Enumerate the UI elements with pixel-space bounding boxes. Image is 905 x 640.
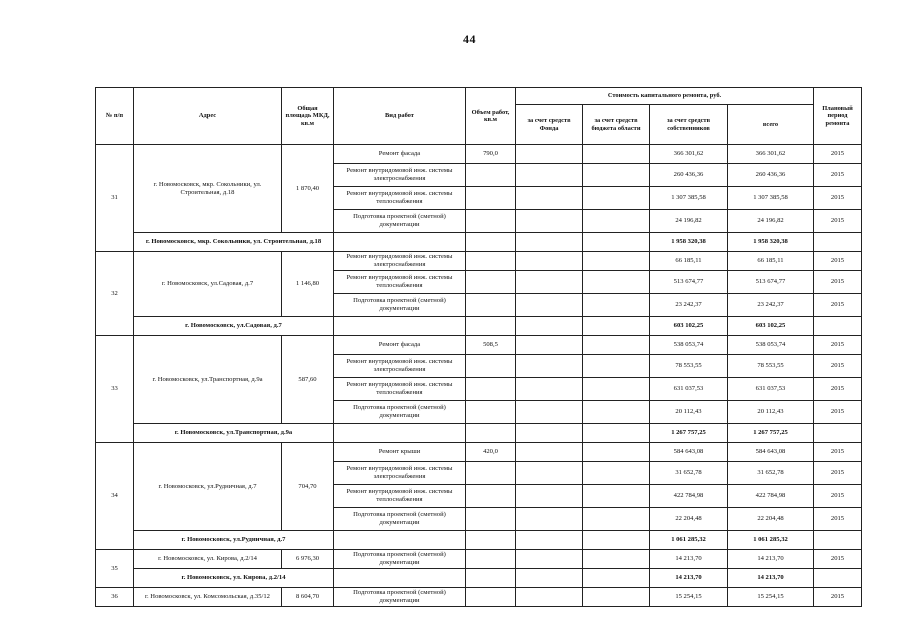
row-region-budget xyxy=(583,508,650,531)
row-period: 2015 xyxy=(814,271,862,294)
subtotal-work-type xyxy=(334,317,466,336)
row-fund xyxy=(516,187,583,210)
header-area: Общая площадь МКД, кв.м xyxy=(282,88,334,145)
row-period: 2015 xyxy=(814,378,862,401)
subtotal-region-budget xyxy=(583,233,650,252)
row-number: 35 xyxy=(96,550,134,588)
row-region-budget xyxy=(583,164,650,187)
subtotal-address: г. Новомосковск, ул.Рудничная, д.7 xyxy=(134,531,334,550)
subtotal-period xyxy=(814,531,862,550)
row-fund xyxy=(516,401,583,424)
row-address: г. Новомосковск, ул.Транспортная, д.9а xyxy=(134,336,282,424)
row-period: 2015 xyxy=(814,187,862,210)
row-area: 1 146,80 xyxy=(282,252,334,317)
subtotal-total: 1 267 757,25 xyxy=(728,424,814,443)
row-owners: 22 204,48 xyxy=(650,508,728,531)
row-volume: 420,0 xyxy=(466,443,516,462)
row-number: 34 xyxy=(96,443,134,550)
row-area: 6 976,30 xyxy=(282,550,334,569)
row-period: 2015 xyxy=(814,401,862,424)
subtotal-owners: 14 213,70 xyxy=(650,569,728,588)
row-region-budget xyxy=(583,485,650,508)
row-total: 422 784,98 xyxy=(728,485,814,508)
row-volume xyxy=(466,355,516,378)
row-total: 513 674,77 xyxy=(728,271,814,294)
subtotal-owners: 603 102,25 xyxy=(650,317,728,336)
row-work-type: Ремонт внутридомовой инж. системы электроснабжения xyxy=(334,164,466,187)
row-number: 31 xyxy=(96,145,134,252)
row-address: г. Новомосковск, ул.Садовая, д.7 xyxy=(134,252,282,317)
row-work-type: Ремонт внутридомовой инж. системы теплоснабжения xyxy=(334,485,466,508)
header-address: Адрес xyxy=(134,88,282,145)
row-work-type: Подготовка проектной (сметной) документации xyxy=(334,588,466,607)
row-owners: 24 196,82 xyxy=(650,210,728,233)
row-owners: 422 784,98 xyxy=(650,485,728,508)
subtotal-address: г. Новомосковск, ул. Кирова, д.2/14 xyxy=(134,569,334,588)
row-address: г. Новомосковск, ул. Кирова, д.2/14 xyxy=(134,550,282,569)
subtotal-work-type xyxy=(334,233,466,252)
row-fund xyxy=(516,210,583,233)
subtotal-row xyxy=(96,424,862,443)
row-area: 8 604,70 xyxy=(282,588,334,607)
row-volume xyxy=(466,378,516,401)
row-volume xyxy=(466,588,516,607)
capital-repair-table xyxy=(95,87,862,607)
row-work-type: Ремонт внутридомовой инж. системы электроснабжения xyxy=(334,252,466,271)
row-work-type: Подготовка проектной (сметной) документации xyxy=(334,508,466,531)
row-region-budget xyxy=(583,336,650,355)
row-region-budget xyxy=(583,210,650,233)
row-total: 14 213,70 xyxy=(728,550,814,569)
row-number: 33 xyxy=(96,336,134,443)
row-address: г. Новомосковск, ул. Комсомольская, д.35/12 xyxy=(134,588,282,607)
subtotal-volume xyxy=(466,233,516,252)
subtotal-owners: 1 061 285,32 xyxy=(650,531,728,550)
subtotal-owners: 1 958 320,38 xyxy=(650,233,728,252)
row-volume xyxy=(466,485,516,508)
row-fund xyxy=(516,252,583,271)
row-period: 2015 xyxy=(814,164,862,187)
subtotal-region-budget xyxy=(583,569,650,588)
row-work-type: Подготовка проектной (сметной) документации xyxy=(334,210,466,233)
row-volume xyxy=(466,550,516,569)
row-work-type: Ремонт внутридомовой инж. системы электроснабжения xyxy=(334,355,466,378)
row-fund xyxy=(516,336,583,355)
header-total: всего xyxy=(728,105,814,145)
row-period: 2015 xyxy=(814,485,862,508)
row-owners: 20 112,43 xyxy=(650,401,728,424)
subtotal-period xyxy=(814,424,862,443)
header-owners: за счет средств собственников xyxy=(650,105,728,145)
subtotal-fund xyxy=(516,317,583,336)
row-period: 2015 xyxy=(814,550,862,569)
header-region-budget: за счет средств бюджета области xyxy=(583,105,650,145)
subtotal-fund xyxy=(516,531,583,550)
table-row xyxy=(96,550,862,569)
row-region-budget xyxy=(583,271,650,294)
table-row xyxy=(96,443,862,462)
row-owners: 1 307 385,58 xyxy=(650,187,728,210)
row-work-type: Ремонт фасада xyxy=(334,145,466,164)
row-owners: 31 652,78 xyxy=(650,462,728,485)
row-owners: 260 436,36 xyxy=(650,164,728,187)
row-address: г. Новомосковск, ул.Рудничная, д.7 xyxy=(134,443,282,531)
page-number: 44 xyxy=(463,32,476,46)
row-area: 704,70 xyxy=(282,443,334,531)
header-row-top xyxy=(96,88,862,105)
subtotal-address: г. Новомосковск, ул.Садовая, д.7 xyxy=(134,317,334,336)
row-fund xyxy=(516,378,583,401)
row-work-type: Ремонт крыши xyxy=(334,443,466,462)
subtotal-period xyxy=(814,233,862,252)
row-work-type: Ремонт фасада xyxy=(334,336,466,355)
row-region-budget xyxy=(583,187,650,210)
row-period: 2015 xyxy=(814,145,862,164)
row-volume: 508,5 xyxy=(466,336,516,355)
subtotal-row xyxy=(96,531,862,550)
row-region-budget xyxy=(583,294,650,317)
subtotal-total: 1 958 320,38 xyxy=(728,233,814,252)
subtotal-region-budget xyxy=(583,531,650,550)
header-work-type: Вид работ xyxy=(334,88,466,145)
row-volume xyxy=(466,210,516,233)
row-owners: 15 254,15 xyxy=(650,588,728,607)
row-total: 260 436,36 xyxy=(728,164,814,187)
subtotal-fund xyxy=(516,569,583,588)
row-region-budget xyxy=(583,355,650,378)
subtotal-total: 14 213,70 xyxy=(728,569,814,588)
row-fund xyxy=(516,588,583,607)
row-total: 1 307 385,58 xyxy=(728,187,814,210)
row-owners: 66 185,11 xyxy=(650,252,728,271)
row-fund xyxy=(516,145,583,164)
header-period: Плановый период ремонта xyxy=(814,88,862,145)
subtotal-row xyxy=(96,233,862,252)
row-fund xyxy=(516,485,583,508)
subtotal-fund xyxy=(516,233,583,252)
row-work-type: Ремонт внутридомовой инж. системы теплоснабжения xyxy=(334,187,466,210)
row-owners: 366 301,62 xyxy=(650,145,728,164)
row-volume xyxy=(466,462,516,485)
row-owners: 78 553,55 xyxy=(650,355,728,378)
row-region-budget xyxy=(583,588,650,607)
row-total: 31 652,78 xyxy=(728,462,814,485)
row-period: 2015 xyxy=(814,462,862,485)
row-volume: 790,0 xyxy=(466,145,516,164)
row-work-type: Ремонт внутридомовой инж. системы теплоснабжения xyxy=(334,378,466,401)
subtotal-owners: 1 267 757,25 xyxy=(650,424,728,443)
header-num: № п/п xyxy=(96,88,134,145)
header-volume: Объем работ, кв.м xyxy=(466,88,516,145)
row-work-type: Подготовка проектной (сметной) документации xyxy=(334,550,466,569)
header-fund: за счет средств Фонда xyxy=(516,105,583,145)
row-fund xyxy=(516,164,583,187)
subtotal-volume xyxy=(466,569,516,588)
row-total: 584 643,08 xyxy=(728,443,814,462)
row-fund xyxy=(516,550,583,569)
subtotal-row xyxy=(96,317,862,336)
subtotal-region-budget xyxy=(583,317,650,336)
row-volume xyxy=(466,271,516,294)
row-area: 1 870,40 xyxy=(282,145,334,233)
row-region-budget xyxy=(583,145,650,164)
subtotal-address: г. Новомосковск, ул.Транспортная, д.9а xyxy=(134,424,334,443)
row-owners: 14 213,70 xyxy=(650,550,728,569)
row-owners: 513 674,77 xyxy=(650,271,728,294)
row-total: 20 112,43 xyxy=(728,401,814,424)
row-total: 24 196,82 xyxy=(728,210,814,233)
row-owners: 23 242,37 xyxy=(650,294,728,317)
subtotal-row xyxy=(96,569,862,588)
row-volume xyxy=(466,252,516,271)
subtotal-volume xyxy=(466,317,516,336)
row-period: 2015 xyxy=(814,336,862,355)
row-period: 2015 xyxy=(814,443,862,462)
row-owners: 584 643,08 xyxy=(650,443,728,462)
header-cost-group: Стоимость капитального ремонта, руб. xyxy=(516,88,814,105)
table-row xyxy=(96,145,862,164)
subtotal-fund xyxy=(516,424,583,443)
row-total: 78 553,55 xyxy=(728,355,814,378)
row-total: 23 242,37 xyxy=(728,294,814,317)
subtotal-work-type xyxy=(334,424,466,443)
subtotal-period xyxy=(814,317,862,336)
subtotal-work-type xyxy=(334,531,466,550)
subtotal-total: 1 061 285,32 xyxy=(728,531,814,550)
row-fund xyxy=(516,271,583,294)
row-fund xyxy=(516,294,583,317)
row-volume xyxy=(466,294,516,317)
row-total: 22 204,48 xyxy=(728,508,814,531)
row-period: 2015 xyxy=(814,355,862,378)
subtotal-total: 603 102,25 xyxy=(728,317,814,336)
row-number: 32 xyxy=(96,252,134,336)
subtotal-address: г. Новомосковск, мкр. Сокольники, ул. Строительная, д.18 xyxy=(134,233,334,252)
subtotal-volume xyxy=(466,531,516,550)
row-fund xyxy=(516,508,583,531)
subtotal-period xyxy=(814,569,862,588)
row-volume xyxy=(466,164,516,187)
row-volume xyxy=(466,508,516,531)
row-region-budget xyxy=(583,462,650,485)
row-total: 15 254,15 xyxy=(728,588,814,607)
row-period: 2015 xyxy=(814,508,862,531)
row-fund xyxy=(516,443,583,462)
row-period: 2015 xyxy=(814,588,862,607)
subtotal-region-budget xyxy=(583,424,650,443)
row-volume xyxy=(466,187,516,210)
row-total: 66 185,11 xyxy=(728,252,814,271)
row-address: г. Новомосковск, мкр. Сокольники, ул. Строительная, д.18 xyxy=(134,145,282,233)
table-row xyxy=(96,336,862,355)
row-region-budget xyxy=(583,550,650,569)
row-owners: 631 037,53 xyxy=(650,378,728,401)
row-volume xyxy=(466,401,516,424)
row-region-budget xyxy=(583,443,650,462)
row-region-budget xyxy=(583,252,650,271)
row-area: 587,60 xyxy=(282,336,334,424)
row-number: 36 xyxy=(96,588,134,607)
row-total: 366 301,62 xyxy=(728,145,814,164)
row-work-type: Ремонт внутридомовой инж. системы теплоснабжения xyxy=(334,271,466,294)
row-work-type: Подготовка проектной (сметной) документации xyxy=(334,294,466,317)
row-period: 2015 xyxy=(814,252,862,271)
row-total: 538 053,74 xyxy=(728,336,814,355)
subtotal-work-type xyxy=(334,569,466,588)
row-fund xyxy=(516,462,583,485)
row-work-type: Ремонт внутридомовой инж. системы электроснабжения xyxy=(334,462,466,485)
table-row xyxy=(96,252,862,271)
table-row xyxy=(96,588,862,607)
row-work-type: Подготовка проектной (сметной) документации xyxy=(334,401,466,424)
row-period: 2015 xyxy=(814,294,862,317)
table-body xyxy=(96,145,862,607)
row-fund xyxy=(516,355,583,378)
row-region-budget xyxy=(583,401,650,424)
row-total: 631 037,53 xyxy=(728,378,814,401)
row-owners: 538 053,74 xyxy=(650,336,728,355)
row-period: 2015 xyxy=(814,210,862,233)
row-region-budget xyxy=(583,378,650,401)
subtotal-volume xyxy=(466,424,516,443)
